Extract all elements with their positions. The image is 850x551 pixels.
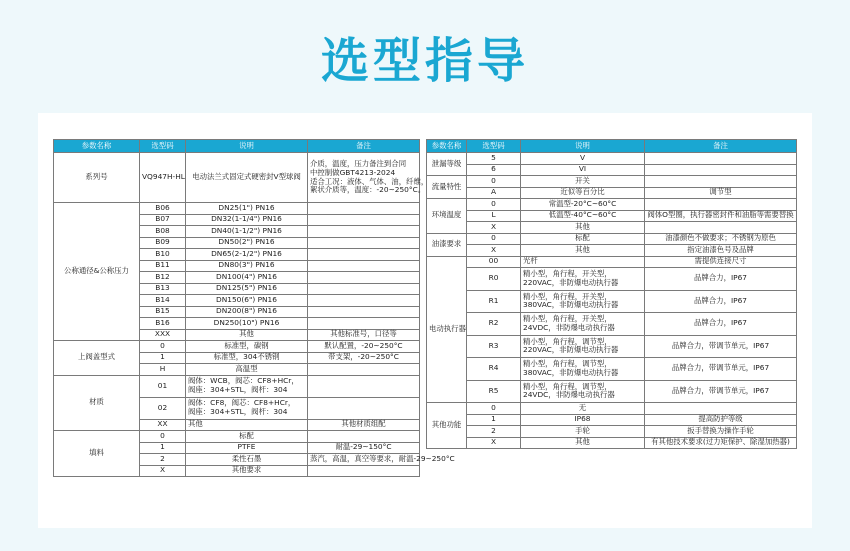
desc-cell: DN125(5") PN16 [186, 283, 308, 295]
code-cell: B14 [140, 295, 186, 307]
param-name-cell: 公称通径&公称压力 [54, 203, 140, 341]
column-header: 备注 [645, 140, 797, 153]
desc-cell: DN65(2-1/2") PN16 [186, 249, 308, 261]
desc-cell: 阀体：CF8，阀芯：CF8+HCr， 阀座：304+STL，阀杆：304 [186, 397, 308, 419]
code-cell: R0 [467, 268, 521, 291]
note-cell [308, 306, 420, 318]
code-cell: XXX [140, 329, 186, 341]
code-cell: 0 [467, 233, 521, 245]
note-cell [308, 465, 420, 477]
desc-cell: 精小型，角行程，开关型， 380VAC，非防爆电动执行器 [521, 290, 645, 313]
code-cell: B06 [140, 203, 186, 215]
note-cell [645, 199, 797, 211]
desc-cell: 其他 [186, 419, 308, 431]
table-row [427, 414, 797, 426]
note-cell: 其他材质组配 [308, 419, 420, 431]
desc-cell: 光杆 [521, 256, 645, 268]
table-row [427, 437, 797, 449]
note-cell: 蒸汽，高温，真空等要求，耐温-29~250°C [308, 454, 420, 466]
desc-cell: 低温型-40°C~60°C [521, 210, 645, 222]
table-row [54, 375, 420, 397]
code-cell: 2 [467, 426, 521, 438]
note-cell [308, 272, 420, 284]
table-row [427, 164, 797, 176]
desc-cell: 其他 [521, 437, 645, 449]
note-cell [308, 226, 420, 238]
code-cell: 0 [467, 199, 521, 211]
code-cell: B11 [140, 260, 186, 272]
code-cell: X [467, 222, 521, 234]
code-cell: 0 [467, 176, 521, 188]
table-row [54, 153, 420, 203]
code-cell: 2 [140, 454, 186, 466]
column-header: 说明 [186, 140, 308, 153]
code-cell: 6 [467, 164, 521, 176]
note-cell [308, 397, 420, 419]
code-cell: 0 [140, 341, 186, 353]
header-row [427, 140, 797, 153]
param-name-cell: 填料 [54, 431, 140, 477]
code-cell: R3 [467, 335, 521, 358]
code-cell: B12 [140, 272, 186, 284]
desc-cell: 手轮 [521, 426, 645, 438]
column-header: 选型码 [140, 140, 186, 153]
table-row [427, 153, 797, 165]
note-cell: 有其他技术要求(过力矩保护、除湿加热器) [645, 437, 797, 449]
desc-cell: DN200(8") PN16 [186, 306, 308, 318]
table-row [427, 233, 797, 245]
desc-cell: 标准型，碳钢 [186, 341, 308, 353]
desc-cell: DN80(3") PN16 [186, 260, 308, 272]
note-cell [308, 431, 420, 443]
table-row [427, 426, 797, 438]
desc-cell: VI [521, 164, 645, 176]
desc-cell: IP68 [521, 414, 645, 426]
note-cell: 默认配置，-20~250°C [308, 341, 420, 353]
code-cell: B07 [140, 214, 186, 226]
table-row [427, 176, 797, 188]
code-cell: X [467, 245, 521, 257]
note-cell: 提高防护等级 [645, 414, 797, 426]
desc-cell: 电动法兰式固定式硬密封V型球阀 [186, 153, 308, 203]
desc-cell: 精小型，角行程，开关型， 220VAC，非防爆电动执行器 [521, 268, 645, 291]
note-cell [308, 237, 420, 249]
desc-cell: 无 [521, 403, 645, 415]
desc-cell: DN50(2") PN16 [186, 237, 308, 249]
code-cell: B10 [140, 249, 186, 261]
desc-cell: 标准型，304不锈钢 [186, 352, 308, 364]
table-row [427, 210, 797, 222]
note-cell [308, 295, 420, 307]
desc-cell: 开关 [521, 176, 645, 188]
code-cell: R5 [467, 380, 521, 403]
note-cell [645, 176, 797, 188]
table-row [427, 199, 797, 211]
param-name-cell: 电动执行器 [427, 256, 467, 403]
note-cell [308, 364, 420, 376]
column-header: 选型码 [467, 140, 521, 153]
desc-cell: 近似等百分比 [521, 187, 645, 199]
code-cell: 0 [467, 403, 521, 415]
table-row [54, 203, 420, 215]
code-cell: B15 [140, 306, 186, 318]
code-cell: B09 [140, 237, 186, 249]
column-header: 参数名称 [54, 140, 140, 153]
note-cell: 品牌合力，IP67 [645, 290, 797, 313]
desc-cell: PTFE [186, 442, 308, 454]
note-cell: 品牌合力，带调节单元，IP67 [645, 358, 797, 381]
code-cell: 02 [140, 397, 186, 419]
param-name-cell: 材质 [54, 375, 140, 431]
note-cell [308, 214, 420, 226]
desc-cell: DN250(10") PN16 [186, 318, 308, 330]
code-cell: B13 [140, 283, 186, 295]
desc-cell: 阀体：WCB，阀芯：CF8+HCr， 阀座：304+STL，阀杆：304 [186, 375, 308, 397]
table-row [427, 268, 797, 291]
desc-cell: 柔性石墨 [186, 454, 308, 466]
desc-cell: 其他 [186, 329, 308, 341]
table-row [427, 335, 797, 358]
code-cell: 5 [467, 153, 521, 165]
code-cell: 0 [140, 431, 186, 443]
note-cell: 调节型 [645, 187, 797, 199]
param-name-cell: 系列号 [54, 153, 140, 203]
table-row [427, 380, 797, 403]
column-header: 参数名称 [427, 140, 467, 153]
header-row [54, 140, 420, 153]
note-cell: 阀体O型圈，执行器密封件和油脂等需要替换 [645, 210, 797, 222]
note-cell [308, 260, 420, 272]
desc-cell: 标配 [186, 431, 308, 443]
note-cell: 带支架，-20~250°C [308, 352, 420, 364]
desc-cell: 精小型，角行程，调节型， 380VAC，非防爆电动执行器 [521, 358, 645, 381]
param-name-cell: 流量特性 [427, 176, 467, 199]
desc-cell: DN100(4") PN16 [186, 272, 308, 284]
desc-cell: 精小型，角行程，调节型， 220VAC，非防爆电动执行器 [521, 335, 645, 358]
note-cell: 指定油漆色号及品牌 [645, 245, 797, 257]
note-cell: 品牌合力，带调节单元，IP67 [645, 380, 797, 403]
desc-cell: 常温型-20°C~60°C [521, 199, 645, 211]
desc-cell: 其他要求 [186, 465, 308, 477]
right-selection-table [426, 139, 797, 449]
param-name-cell: 油漆要求 [427, 233, 467, 256]
code-cell: 1 [140, 442, 186, 454]
note-cell [308, 283, 420, 295]
code-cell: R1 [467, 290, 521, 313]
code-cell: 00 [467, 256, 521, 268]
note-cell: 介质，温度，压力备注到合同 中控制做GBT4213-2024 适合工况：液体、气体、油，纤维， 絮状介质等，温度：-20~250°C。 [308, 153, 420, 203]
selection-card [38, 113, 812, 528]
note-cell: 品牌合力，IP67 [645, 313, 797, 336]
code-cell: X [140, 465, 186, 477]
table-row [54, 431, 420, 443]
note-cell [308, 203, 420, 215]
desc-cell: 精小型，角行程，开关型， 24VDC，非防爆电动执行器 [521, 313, 645, 336]
note-cell [645, 403, 797, 415]
desc-cell: DN32(1-1/4") PN16 [186, 214, 308, 226]
desc-cell: DN150(6") PN16 [186, 295, 308, 307]
param-name-cell: 上阀盖型式 [54, 341, 140, 376]
code-cell: XX [140, 419, 186, 431]
table-row [427, 358, 797, 381]
table-row [427, 403, 797, 415]
param-name-cell: 其他功能 [427, 403, 467, 449]
param-name-cell: 环境温度 [427, 199, 467, 234]
table-row [54, 341, 420, 353]
desc-cell: 其他 [521, 245, 645, 257]
note-cell [645, 153, 797, 165]
note-cell: 油漆颜色不做要求；不锈钢为原色 [645, 233, 797, 245]
table-row [427, 256, 797, 268]
code-cell: 1 [140, 352, 186, 364]
page-title: 选型指导 [320, 33, 529, 89]
note-cell: 扳手替换为操作手轮 [645, 426, 797, 438]
note-cell [308, 249, 420, 261]
column-header: 说明 [521, 140, 645, 153]
table-row [427, 290, 797, 313]
code-cell: VQ947H-HL [140, 153, 186, 203]
desc-cell: 标配 [521, 233, 645, 245]
note-cell: 耐温-29~150°C [308, 442, 420, 454]
note-cell: 其他标准号，口径等 [308, 329, 420, 341]
param-name-cell: 泄漏等级 [427, 153, 467, 176]
desc-cell: 高温型 [186, 364, 308, 376]
note-cell [645, 222, 797, 234]
code-cell: 1 [467, 414, 521, 426]
note-cell: 需提供连接尺寸 [645, 256, 797, 268]
desc-cell: DN40(1-1/2") PN16 [186, 226, 308, 238]
desc-cell: 其他 [521, 222, 645, 234]
code-cell: R4 [467, 358, 521, 381]
table-row [427, 187, 797, 199]
code-cell: B16 [140, 318, 186, 330]
desc-cell: 精小型，角行程，调节型， 24VDC，非防爆电动执行器 [521, 380, 645, 403]
column-header: 备注 [308, 140, 420, 153]
code-cell: L [467, 210, 521, 222]
note-cell: 品牌合力，带调节单元，IP67 [645, 335, 797, 358]
code-cell: A [467, 187, 521, 199]
desc-cell: V [521, 153, 645, 165]
note-cell [308, 318, 420, 330]
desc-cell: DN25(1") PN16 [186, 203, 308, 215]
note-cell [308, 375, 420, 397]
code-cell: B08 [140, 226, 186, 238]
table-row [427, 313, 797, 336]
code-cell: R2 [467, 313, 521, 336]
note-cell: 品牌合力，IP67 [645, 268, 797, 291]
table-row [427, 222, 797, 234]
table-row [427, 245, 797, 257]
code-cell: H [140, 364, 186, 376]
code-cell: X [467, 437, 521, 449]
note-cell [645, 164, 797, 176]
code-cell: 01 [140, 375, 186, 397]
